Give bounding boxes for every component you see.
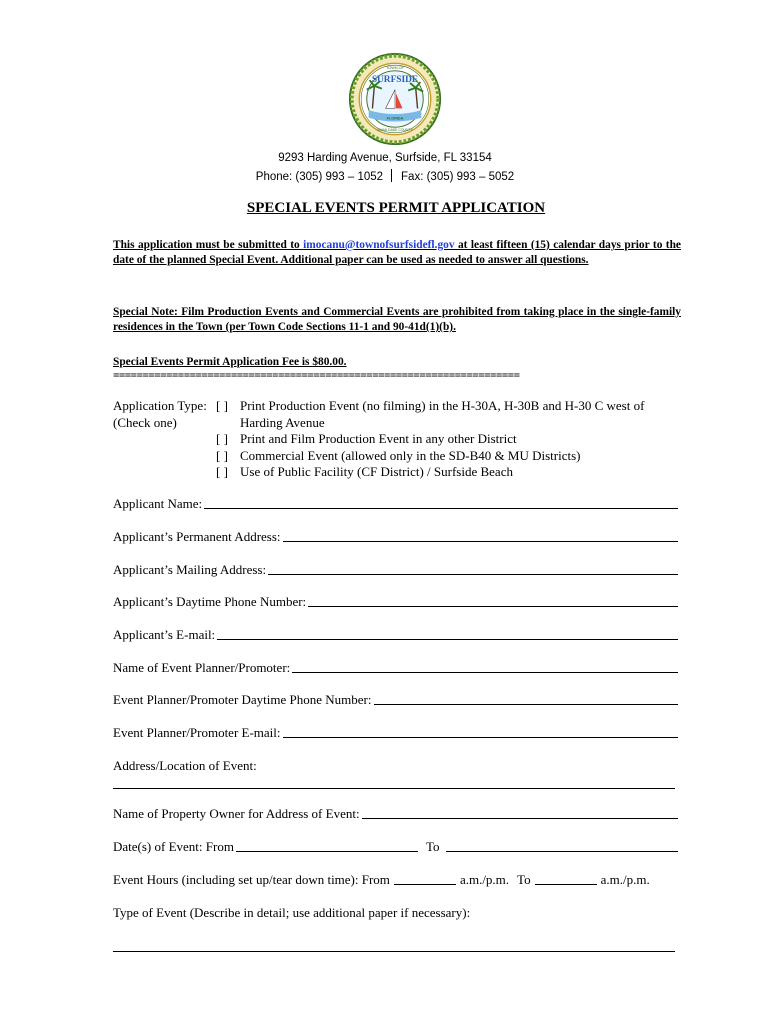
event-location-input[interactable]: [113, 788, 675, 789]
planner-email-label: Event Planner/Promoter E-mail:: [113, 725, 281, 740]
checkbox-public-facility[interactable]: [ ]: [216, 464, 228, 479]
event-hours-field: [113, 872, 678, 888]
town-fax: Fax: (305) 993 – 5052: [401, 171, 515, 183]
event-hours-to-input[interactable]: [535, 873, 597, 885]
planner-phone-label: Event Planner/Promoter Daytime Phone Number:: [113, 692, 372, 707]
event-type-input[interactable]: [113, 951, 675, 952]
hours-from-ampm: a.m./p.m.: [459, 872, 510, 887]
event-type-field: [113, 905, 678, 921]
daytime-phone-input[interactable]: [308, 595, 678, 607]
mailing-address-field: [113, 562, 678, 578]
town-phone: Phone: (305) 993 – 1052: [255, 171, 384, 183]
daytime-phone-label: Applicant’s Daytime Phone Number:: [113, 594, 307, 609]
mailing-address-input[interactable]: [268, 563, 678, 575]
event-dates-to-label: To: [425, 839, 440, 854]
planner-name-field: [113, 660, 678, 676]
applicant-email-input[interactable]: [217, 628, 678, 640]
property-owner-field: [113, 806, 678, 822]
applicant-email-field: [113, 627, 678, 643]
seal-state: FLORIDA: [386, 116, 404, 121]
event-location-label: Address/Location of Event:: [113, 758, 257, 773]
instructions-prefix: This application must be submitted to: [113, 239, 304, 251]
instructions-suffix: at least fifteen (15) calendar days prior to the date of the planned Special Event. Additional paper can be used as needed to answer all questions.: [113, 239, 681, 266]
property-owner-label: Name of Property Owner for Address of Event:: [113, 806, 360, 821]
contact-divider: [391, 169, 392, 182]
mailing-address-label: Applicant’s Mailing Address:: [113, 562, 267, 577]
permanent-address-field: [113, 529, 678, 545]
event-dates-field: [113, 839, 678, 855]
option-commercial-event: Commercial Event (allowed only in the SD-B40 & MU Districts): [240, 447, 581, 463]
option-film-production: Print and Film Production Event in any other District: [240, 431, 517, 446]
event-dates-label: Date(s) of Event: From: [113, 839, 234, 854]
applicant-name-input[interactable]: [204, 497, 678, 509]
planner-email-input[interactable]: [283, 726, 678, 738]
special-note: Special Note: Film Production Events and Commercial Events are prohibited from taking place in the single-family residences in the Town (per Town Code Sections 11-1 and 90-41d(1)(b).: [113, 306, 681, 333]
planner-phone-input[interactable]: [374, 693, 678, 705]
application-fee: Special Events Permit Application Fee is $80.00.: [113, 356, 347, 368]
permanent-address-input[interactable]: [283, 530, 678, 542]
hours-to-ampm: a.m./p.m.: [600, 872, 650, 887]
applicant-name-field: [113, 496, 678, 512]
application-type-section: [113, 398, 688, 481]
option-print-production-cont: Harding Avenue: [240, 414, 325, 430]
daytime-phone-field: [113, 594, 678, 610]
event-location-field: [113, 758, 678, 774]
permanent-address-label: Applicant’s Permanent Address:: [113, 529, 281, 544]
page-title: SPECIAL EVENTS PERMIT APPLICATION: [246, 200, 546, 216]
event-date-to-input[interactable]: [446, 840, 679, 852]
submission-email-link[interactable]: imocanu@townofsurfsidefl.gov: [303, 239, 455, 251]
event-type-label: Type of Event (Describe in detail; use additional paper if necessary):: [113, 905, 471, 920]
seal-top-text: TOWN OF: [386, 65, 404, 70]
checkbox-print-production[interactable]: [ ]: [216, 398, 228, 413]
seal-name: SURFSIDE: [371, 75, 419, 86]
planner-email-field: [113, 725, 678, 741]
town-address: 9293 Harding Avenue, Surfside, FL 33154: [278, 152, 492, 164]
check-one-label: (Check one): [113, 414, 177, 430]
application-type-label: Application Type:: [113, 398, 207, 413]
planner-name-input[interactable]: [292, 661, 678, 673]
checkbox-film-production[interactable]: [ ]: [216, 431, 228, 446]
option-print-production: Print Production Event (no filming) in the H-30A, H-30B and H-30 C west of: [240, 398, 645, 413]
applicant-name-label: Applicant Name:: [113, 496, 203, 511]
option-public-facility: Use of Public Facility (CF District) / Surfside Beach: [240, 464, 513, 479]
checkbox-commercial-event[interactable]: [ ]: [216, 447, 228, 463]
separator-line: =====================================================================: [113, 370, 520, 382]
event-hours-label: Event Hours (including set up/tear down time): From: [113, 872, 390, 887]
event-hours-to-label: To: [517, 872, 531, 887]
planner-name-label: Name of Event Planner/Promoter:: [113, 660, 291, 675]
town-seal-logo: [348, 52, 442, 146]
property-owner-input[interactable]: [362, 807, 678, 819]
applicant-email-label: Applicant’s E-mail:: [113, 627, 216, 642]
seal-county: MIAMI-DADE COUNTY: [377, 127, 413, 132]
planner-phone-field: [113, 692, 678, 708]
event-hours-from-input[interactable]: [394, 873, 456, 885]
submission-instructions: [113, 238, 681, 268]
town-contact-line: [0, 169, 770, 183]
event-date-from-input[interactable]: [236, 840, 418, 852]
